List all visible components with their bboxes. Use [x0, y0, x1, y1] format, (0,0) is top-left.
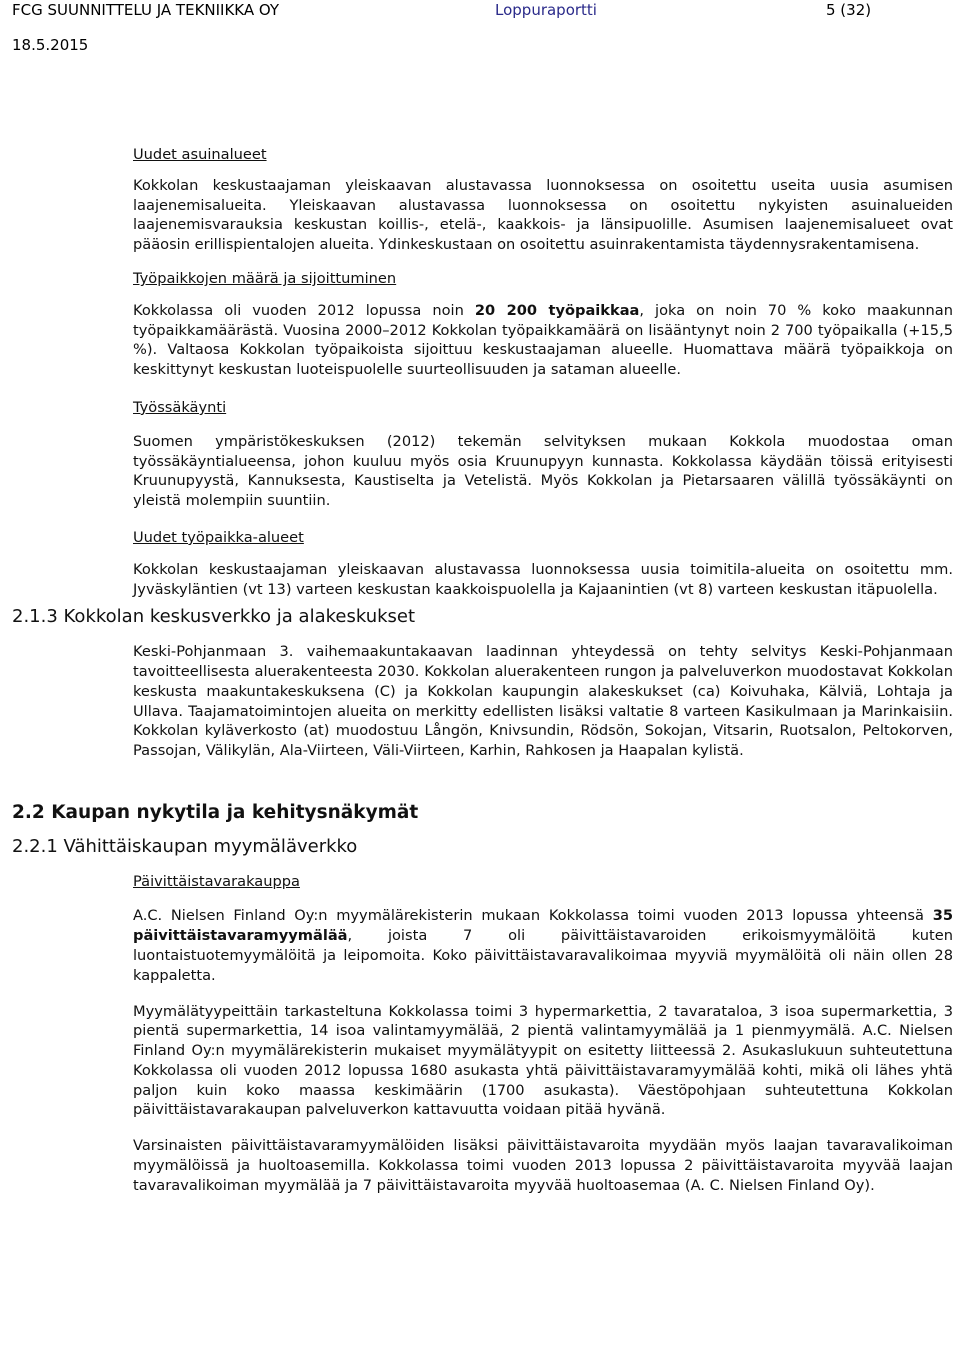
paragraph-grocery-3: Varsinaisten päivittäistavaramyymälöiden lisäksi päivittäistavaroita myydään myös laajan tavaravalikoiman myymälöissä ja huoltoasemilla. Kokkolassa toimi vuoden 2013 lopussa 2 päivittäistavaroita myyvää laajan tavaravalikoiman myymälää ja 7 päivittäistavaroita myyvää huoltoasemaa (A. C. Nielsen Finland Oy).	[133, 1137, 953, 1194]
report-date: 18.5.2015	[12, 36, 89, 54]
paragraph-grocery-2: Myymälätyypeittäin tarkasteltuna Kokkolassa toimi 3 hypermarkettia, 2 tavarataloa, 3 isoa supermarkettia, 3 pientä supermarkettia, 14 isoa valintamyymälää, 2 pientä valintamyymälää ja 1 pienmyymälä. A.C. Nielsen Finland Oy:n myymälärekisterin mukaiset myymälätyypit on esitetty liitteessä 2. Asukaslukuun suhteutettuna Kokkolassa oli vuoden 2012 lopussa 1680 asukasta yhtä päivittäistavaramyymälää kohti, mikä oli lähes yhtä paljon kuin koko maassa keskimäärin (1700 asukasta). Väestöpohjaan suhteutettuna Kokkolan päivittäistavarakaupan palveluverkon kattavuutta voidaan pitää hyvänä.	[133, 1002, 953, 1119]
subheading-jobs: Työpaikkojen määrä ja sijoittuminen	[133, 269, 397, 287]
section-heading-2-2: 2.2 Kaupan nykytila ja kehitysnäkymät	[12, 801, 419, 823]
paragraph-new-work-areas: Kokkolan keskustaajaman yleiskaavan alustavassa luonnoksessa uusia toimitila-alueita on osoitettu mm. Jyväskyläntien (vt 13) varteen keskustan kaakkoispuolella ja Kajaanintien (vt 8) varteen keskustan itäpuolella.	[133, 560, 953, 598]
paragraph-centre-network: Keski-Pohjanmaan 3. vaihemaakuntakaavan laadinnan yhteydessä on tehty selvitys Keski-Pohjanmaan tavoitteellisesta aluerakenteesta 2030. Kokkolan aluerakenteen rungon ja palveluverkon muodostavat Kokkolan keskusta maakuntakeskuksena (C) ja Kokkolan kaupungin alakeskukset (ca) Koivuhaka, Kälviä, Lohtaja ja Ullava. Taajamatoimintojen alueita on merkitty edellisten lisäksi valtatie 8 varteen Kasikulmaan ja Marinkaisiin. Kokkolan kyläverkosto (at) muodostuu Långön, Knivsundin, Rödsön, Sokojan, Vitsarin, Ruotsalon, Peltokorven, Passojan, Välikylän, Ala-Viirteen, Väli-Viirteen, Karhin, Rahkosen ja Haapalan kylistä.	[133, 643, 953, 760]
subheading-new-work-areas: Uudet työpaikka-alueet	[133, 528, 304, 546]
paragraph-grocery-1-text-b: , joista 7 oli päivittäistavaroiden erikoismyymälöitä kuten luontaistuotemyymälöitä ja leipomoita. Koko päivittäistavaravalikoimaa myyviä myymälöitä oli näin ollen 28 kappaletta.	[133, 927, 953, 984]
report-title: Loppuraportti	[495, 1, 597, 19]
jobs-count-bold: 20 200 työpaikkaa	[474, 301, 640, 319]
company-name: FCG SUUNNITTELU JA TEKNIIKKA OY	[12, 1, 280, 19]
paragraph-grocery-1-text-a: A.C. Nielsen Finland Oy:n myymälärekisterin mukaan Kokkolassa toimi vuoden 2013 lopussa yhteensä	[133, 907, 933, 925]
paragraph-commuting: Suomen ympäristökeskuksen (2012) tekemän selvityksen mukaan Kokkola muodostaa oman työssäkäyntialueensa, johon kuuluu myös osia Kruunupyyn kunnasta. Kokkolassa käydään töissä erityisesti Kruunupyystä, Kannuksesta, Kaustiselta ja Vetelistä. Myös Kokkolan ja Pietarsaaren välillä työssäkäynti on yleistä molempiin suuntiin.	[133, 432, 953, 510]
paragraph-residential: Kokkolan keskustaajaman yleiskaavan alustavassa luonnoksessa on osoitettu useita uusia asumisen laajenemisalueita. Yleiskaavan alustavassa luonnoksessa on osoitettu nykyisten asuinalueiden laajenemisvarauksia keskustan koillis-, etelä-, kaakkois- ja länsipuolille. Asumisen laajenemisalueet ovat pääosin erillispientalojen alueita. Ydinkeskustaan on osoitettu asuinrakentamista täydennysrakentamisena.	[133, 176, 953, 254]
grocery-count-bold: 35 päivittäistavaramyymälää	[133, 907, 953, 945]
subheading-commuting: Työssäkäynti	[133, 398, 227, 416]
paragraph-grocery-1	[133, 906, 953, 985]
document-body	[12, 140, 954, 1196]
page-header	[0, 0, 960, 58]
subheading-residential: Uudet asuinalueet	[133, 146, 267, 163]
subheading-grocery: Päivittäistavarakauppa	[133, 872, 300, 890]
page-number: 5 (32)	[826, 1, 872, 19]
paragraph-jobs-text-b: , joka on noin 70 % koko maakunnan työpaikkamäärästä. Vuosina 2000–2012 Kokkolan työpaikkamäärä on lisääntynyt noin 2 700 työpaikalla (+15,5 %). Valtaosa Kokkolan työpaikoista sijoittuu keskustaajaman alueelle. Huomattava määrä työpaikkoja on keskittynyt keskustan luoteispuolelle suurteollisuuden ja sataman alueelle.	[133, 301, 954, 379]
section-heading-2-1-3: 2.1.3 Kokkolan keskusverkko ja alakeskukset	[12, 606, 416, 628]
paragraph-jobs	[133, 301, 953, 380]
section-heading-2-2-1: 2.2.1 Vähittäiskaupan myymäläverkko	[12, 835, 358, 857]
paragraph-jobs-text-a: Kokkolassa oli vuoden 2012 lopussa noin	[133, 301, 475, 319]
